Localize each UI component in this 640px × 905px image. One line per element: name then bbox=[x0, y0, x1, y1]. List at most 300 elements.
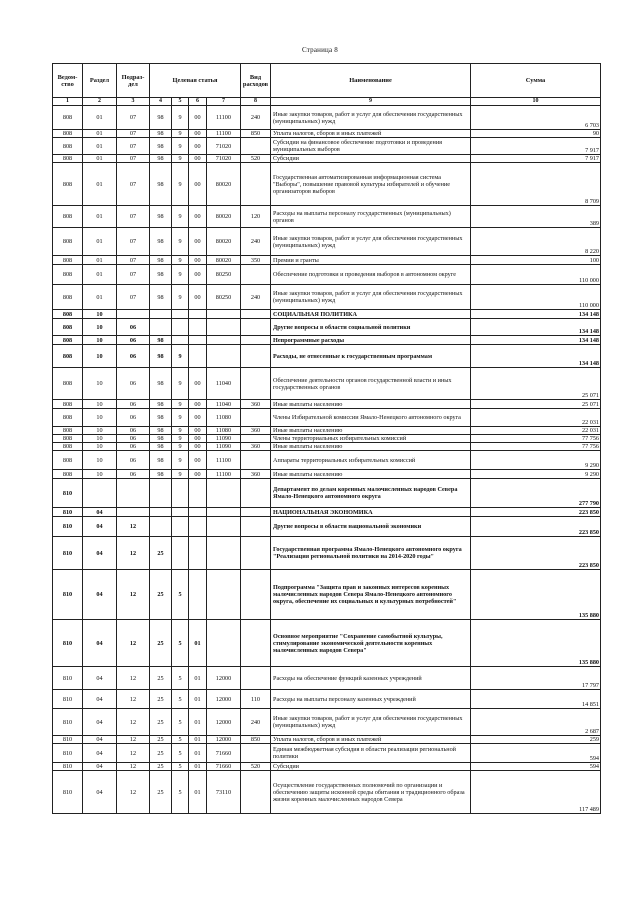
item-sum: 77 756 bbox=[471, 443, 601, 451]
section-code: 04 bbox=[83, 744, 117, 763]
subsection-code: 07 bbox=[117, 155, 150, 163]
program-code: 98 bbox=[150, 265, 172, 285]
subprogram-code: 9 bbox=[172, 256, 189, 265]
item-sum: 8 709 bbox=[471, 163, 601, 206]
section-code: 01 bbox=[83, 265, 117, 285]
subprogram-code: 9 bbox=[172, 265, 189, 285]
department-code: 810 bbox=[53, 570, 83, 620]
event-code bbox=[189, 319, 207, 336]
column-index: 8 bbox=[241, 98, 271, 106]
direction-code: 71660 bbox=[207, 744, 241, 763]
item-name: Иные выплаты населению bbox=[271, 443, 471, 451]
event-code: 01 bbox=[189, 690, 207, 709]
page-label: Страница 8 bbox=[302, 46, 338, 54]
table-row bbox=[53, 771, 601, 814]
section-code: 10 bbox=[83, 319, 117, 336]
item-name: Государственная программа Ямало-Ненецкого автономного округа "Реализация региональной политики на 2014-2020 годы" bbox=[271, 537, 471, 570]
direction-code: 80020 bbox=[207, 163, 241, 206]
subsection-code: 06 bbox=[117, 345, 150, 368]
table-row bbox=[53, 368, 601, 400]
event-code: 01 bbox=[189, 763, 207, 771]
direction-code bbox=[207, 479, 241, 508]
subsection-code bbox=[117, 479, 150, 508]
subprogram-code: 5 bbox=[172, 620, 189, 667]
section-code: 04 bbox=[83, 763, 117, 771]
item-name: НАЦИОНАЛЬНАЯ ЭКОНОМИКА bbox=[271, 508, 471, 517]
direction-code: 11090 bbox=[207, 443, 241, 451]
subprogram-code: 9 bbox=[172, 285, 189, 310]
item-sum: 277 790 bbox=[471, 479, 601, 508]
table-body bbox=[53, 106, 601, 814]
direction-code: 73110 bbox=[207, 771, 241, 814]
item-name: Члены Избирательной комиссии Ямало-Ненецкого автономного округа bbox=[271, 409, 471, 427]
column-index: 1 bbox=[53, 98, 83, 106]
item-sum: 2 687 bbox=[471, 709, 601, 736]
subsection-code: 06 bbox=[117, 435, 150, 443]
program-code: 25 bbox=[150, 667, 172, 690]
direction-code: 11100 bbox=[207, 106, 241, 130]
item-sum: 22 031 bbox=[471, 409, 601, 427]
expense-type-code bbox=[241, 138, 271, 155]
header-sum: Сумма bbox=[471, 64, 601, 98]
section-code: 10 bbox=[83, 310, 117, 319]
item-sum: 9 290 bbox=[471, 470, 601, 479]
item-name: Иные закупки товаров, работ и услуг для обеспечения государственных (муниципальных) нужд bbox=[271, 285, 471, 310]
table-row bbox=[53, 256, 601, 265]
table-row bbox=[53, 228, 601, 256]
expense-type-code bbox=[241, 310, 271, 319]
program-code: 98 bbox=[150, 443, 172, 451]
direction-code: 11080 bbox=[207, 427, 241, 435]
event-code: 01 bbox=[189, 771, 207, 814]
item-sum: 17 797 bbox=[471, 667, 601, 690]
subsection-code: 06 bbox=[117, 409, 150, 427]
program-code: 98 bbox=[150, 256, 172, 265]
subprogram-code: 9 bbox=[172, 409, 189, 427]
department-code: 808 bbox=[53, 443, 83, 451]
program-code: 25 bbox=[150, 620, 172, 667]
subsection-code: 06 bbox=[117, 443, 150, 451]
subsection-code: 07 bbox=[117, 138, 150, 155]
direction-code: 11080 bbox=[207, 409, 241, 427]
direction-code: 11100 bbox=[207, 470, 241, 479]
item-name: Расходы, не отнесенные к государственным программам bbox=[271, 345, 471, 368]
item-name: Уплата налогов, сборов и иных платежей bbox=[271, 736, 471, 744]
program-code: 98 bbox=[150, 400, 172, 409]
subsection-code: 12 bbox=[117, 667, 150, 690]
item-sum: 100 bbox=[471, 256, 601, 265]
table-row bbox=[53, 667, 601, 690]
expense-type-code bbox=[241, 517, 271, 537]
item-name: Иные выплаты населению bbox=[271, 400, 471, 409]
item-name: Обеспечение подготовки и проведения выборов в автономном округе bbox=[271, 265, 471, 285]
department-code: 808 bbox=[53, 470, 83, 479]
section-code: 04 bbox=[83, 620, 117, 667]
subsection-code: 06 bbox=[117, 319, 150, 336]
program-code: 98 bbox=[150, 336, 172, 345]
item-name: Расходы на обеспечение функций казенных учреждений bbox=[271, 667, 471, 690]
expense-type-code bbox=[241, 508, 271, 517]
item-sum: 77 756 bbox=[471, 435, 601, 443]
direction-code: 12000 bbox=[207, 736, 241, 744]
expense-type-code: 240 bbox=[241, 285, 271, 310]
subprogram-code bbox=[172, 537, 189, 570]
direction-code: 80020 bbox=[207, 206, 241, 228]
department-code: 810 bbox=[53, 620, 83, 667]
department-code: 810 bbox=[53, 508, 83, 517]
program-code: 25 bbox=[150, 537, 172, 570]
program-code: 25 bbox=[150, 709, 172, 736]
expense-type-code: 360 bbox=[241, 470, 271, 479]
department-code: 808 bbox=[53, 265, 83, 285]
item-name: Другие вопросы в области национальной экономики bbox=[271, 517, 471, 537]
department-code: 810 bbox=[53, 479, 83, 508]
subsection-code: 12 bbox=[117, 744, 150, 763]
direction-code bbox=[207, 508, 241, 517]
section-code: 01 bbox=[83, 228, 117, 256]
department-code: 808 bbox=[53, 345, 83, 368]
item-sum: 594 bbox=[471, 744, 601, 763]
department-code: 808 bbox=[53, 319, 83, 336]
expense-type-code bbox=[241, 345, 271, 368]
section-code: 04 bbox=[83, 667, 117, 690]
subsection-code: 12 bbox=[117, 517, 150, 537]
table-row bbox=[53, 336, 601, 345]
event-code: 00 bbox=[189, 451, 207, 470]
expense-type-code: 240 bbox=[241, 228, 271, 256]
program-code: 25 bbox=[150, 763, 172, 771]
table-row bbox=[53, 736, 601, 744]
item-name: Субсидии bbox=[271, 763, 471, 771]
department-code: 810 bbox=[53, 709, 83, 736]
event-code: 00 bbox=[189, 163, 207, 206]
table-row bbox=[53, 763, 601, 771]
program-code: 98 bbox=[150, 368, 172, 400]
direction-code: 71020 bbox=[207, 155, 241, 163]
section-code: 01 bbox=[83, 138, 117, 155]
subprogram-code: 5 bbox=[172, 736, 189, 744]
direction-code: 12000 bbox=[207, 709, 241, 736]
expense-type-code bbox=[241, 537, 271, 570]
event-code: 00 bbox=[189, 400, 207, 409]
section-code: 01 bbox=[83, 155, 117, 163]
budget-table bbox=[52, 63, 601, 814]
item-name: Иные закупки товаров, работ и услуг для обеспечения государственных (муниципальных) нужд bbox=[271, 709, 471, 736]
expense-type-code bbox=[241, 336, 271, 345]
table-row bbox=[53, 435, 601, 443]
subsection-code: 12 bbox=[117, 763, 150, 771]
table-row bbox=[53, 744, 601, 763]
table-row bbox=[53, 310, 601, 319]
event-code: 01 bbox=[189, 709, 207, 736]
direction-code bbox=[207, 336, 241, 345]
department-code: 808 bbox=[53, 106, 83, 130]
item-sum: 9 290 bbox=[471, 451, 601, 470]
subprogram-code: 5 bbox=[172, 771, 189, 814]
program-code: 98 bbox=[150, 435, 172, 443]
event-code: 00 bbox=[189, 443, 207, 451]
header-department: Ведом-ство bbox=[53, 64, 83, 98]
program-code bbox=[150, 517, 172, 537]
section-code: 01 bbox=[83, 206, 117, 228]
direction-code: 80020 bbox=[207, 256, 241, 265]
expense-type-code bbox=[241, 163, 271, 206]
event-code: 00 bbox=[189, 427, 207, 435]
item-name: Другие вопросы в области социальной политики bbox=[271, 319, 471, 336]
event-code: 00 bbox=[189, 130, 207, 138]
subsection-code: 07 bbox=[117, 265, 150, 285]
section-code: 04 bbox=[83, 570, 117, 620]
subsection-code: 07 bbox=[117, 106, 150, 130]
table-row bbox=[53, 130, 601, 138]
event-code: 01 bbox=[189, 667, 207, 690]
direction-code bbox=[207, 310, 241, 319]
subprogram-code: 9 bbox=[172, 155, 189, 163]
direction-code: 12000 bbox=[207, 690, 241, 709]
table-row bbox=[53, 409, 601, 427]
department-code: 808 bbox=[53, 130, 83, 138]
event-code: 00 bbox=[189, 470, 207, 479]
event-code: 00 bbox=[189, 368, 207, 400]
subsection-code: 06 bbox=[117, 470, 150, 479]
header-expense-type: Вид расходов bbox=[241, 64, 271, 98]
subprogram-code: 9 bbox=[172, 435, 189, 443]
subprogram-code bbox=[172, 319, 189, 336]
program-code bbox=[150, 479, 172, 508]
direction-code bbox=[207, 517, 241, 537]
item-sum: 223 850 bbox=[471, 517, 601, 537]
direction-code bbox=[207, 319, 241, 336]
item-name: Расходы на выплаты персоналу государственных (муниципальных) органов bbox=[271, 206, 471, 228]
subsection-code: 06 bbox=[117, 336, 150, 345]
table-row bbox=[53, 427, 601, 435]
department-code: 808 bbox=[53, 400, 83, 409]
item-sum: 135 880 bbox=[471, 570, 601, 620]
table-row bbox=[53, 620, 601, 667]
subsection-code: 06 bbox=[117, 400, 150, 409]
item-sum: 90 bbox=[471, 130, 601, 138]
section-code: 10 bbox=[83, 345, 117, 368]
program-code: 98 bbox=[150, 155, 172, 163]
direction-code bbox=[207, 345, 241, 368]
subsection-code: 06 bbox=[117, 451, 150, 470]
subprogram-code: 9 bbox=[172, 427, 189, 435]
item-sum: 25 071 bbox=[471, 368, 601, 400]
table-row bbox=[53, 508, 601, 517]
subsection-code: 12 bbox=[117, 736, 150, 744]
item-sum: 134 148 bbox=[471, 319, 601, 336]
department-code: 810 bbox=[53, 537, 83, 570]
subsection-code: 12 bbox=[117, 690, 150, 709]
item-name: Члены территориальных избирательных комиссий bbox=[271, 435, 471, 443]
table-row bbox=[53, 517, 601, 537]
table-row bbox=[53, 400, 601, 409]
event-code bbox=[189, 345, 207, 368]
section-code: 10 bbox=[83, 336, 117, 345]
table-row bbox=[53, 345, 601, 368]
event-code bbox=[189, 310, 207, 319]
section-code bbox=[83, 479, 117, 508]
section-code: 01 bbox=[83, 106, 117, 130]
event-code: 00 bbox=[189, 155, 207, 163]
program-code: 25 bbox=[150, 771, 172, 814]
department-code: 808 bbox=[53, 336, 83, 345]
item-sum: 389 bbox=[471, 206, 601, 228]
item-name: Премии и гранты bbox=[271, 256, 471, 265]
section-code: 04 bbox=[83, 508, 117, 517]
department-code: 810 bbox=[53, 771, 83, 814]
subprogram-code: 5 bbox=[172, 709, 189, 736]
event-code: 00 bbox=[189, 256, 207, 265]
item-sum: 22 031 bbox=[471, 427, 601, 435]
expense-type-code: 240 bbox=[241, 106, 271, 130]
section-code: 04 bbox=[83, 736, 117, 744]
program-code: 25 bbox=[150, 744, 172, 763]
item-sum: 7 917 bbox=[471, 155, 601, 163]
subsection-code: 12 bbox=[117, 709, 150, 736]
subprogram-code: 9 bbox=[172, 130, 189, 138]
column-index: 6 bbox=[189, 98, 207, 106]
item-sum: 134 148 bbox=[471, 310, 601, 319]
item-sum: 117 489 bbox=[471, 771, 601, 814]
program-code: 98 bbox=[150, 345, 172, 368]
item-name: Уплата налогов, сборов и иных платежей bbox=[271, 130, 471, 138]
subsection-code: 07 bbox=[117, 206, 150, 228]
department-code: 808 bbox=[53, 368, 83, 400]
subprogram-code: 9 bbox=[172, 138, 189, 155]
expense-type-code bbox=[241, 771, 271, 814]
event-code bbox=[189, 517, 207, 537]
subprogram-code: 9 bbox=[172, 106, 189, 130]
item-sum: 134 148 bbox=[471, 336, 601, 345]
table-row bbox=[53, 319, 601, 336]
section-code: 01 bbox=[83, 256, 117, 265]
expense-type-code: 120 bbox=[241, 206, 271, 228]
table-row bbox=[53, 709, 601, 736]
subsection-code bbox=[117, 508, 150, 517]
subsection-code: 07 bbox=[117, 163, 150, 206]
program-code: 98 bbox=[150, 470, 172, 479]
table-row bbox=[53, 106, 601, 130]
section-code: 04 bbox=[83, 537, 117, 570]
section-code: 10 bbox=[83, 427, 117, 435]
item-sum: 7 917 bbox=[471, 138, 601, 155]
section-code: 10 bbox=[83, 451, 117, 470]
department-code: 808 bbox=[53, 409, 83, 427]
program-code: 98 bbox=[150, 106, 172, 130]
direction-code: 11100 bbox=[207, 451, 241, 470]
direction-code: 80250 bbox=[207, 265, 241, 285]
event-code: 00 bbox=[189, 138, 207, 155]
program-code: 25 bbox=[150, 736, 172, 744]
item-name: Департамент по делам коренных малочисленных народов Севера Ямало-Ненецкого автономного округа bbox=[271, 479, 471, 508]
direction-code: 11040 bbox=[207, 368, 241, 400]
item-name: Расходы на выплаты персоналу казенных учреждений bbox=[271, 690, 471, 709]
item-sum: 14 851 bbox=[471, 690, 601, 709]
department-code: 808 bbox=[53, 427, 83, 435]
program-code: 98 bbox=[150, 206, 172, 228]
event-code: 00 bbox=[189, 106, 207, 130]
expense-type-code: 850 bbox=[241, 130, 271, 138]
direction-code bbox=[207, 620, 241, 667]
column-index: 7 bbox=[207, 98, 241, 106]
item-name: Иные закупки товаров, работ и услуг для обеспечения государственных (муниципальных) нужд bbox=[271, 106, 471, 130]
program-code bbox=[150, 310, 172, 319]
subsection-code: 07 bbox=[117, 285, 150, 310]
item-sum: 8 220 bbox=[471, 228, 601, 256]
department-code: 810 bbox=[53, 763, 83, 771]
event-code: 00 bbox=[189, 206, 207, 228]
column-index: 5 bbox=[172, 98, 189, 106]
department-code: 808 bbox=[53, 256, 83, 265]
expense-type-code bbox=[241, 620, 271, 667]
item-name: Субсидии bbox=[271, 155, 471, 163]
subprogram-code bbox=[172, 517, 189, 537]
item-name: СОЦИАЛЬНАЯ ПОЛИТИКА bbox=[271, 310, 471, 319]
event-code: 00 bbox=[189, 435, 207, 443]
direction-code: 11100 bbox=[207, 130, 241, 138]
item-sum: 594 bbox=[471, 763, 601, 771]
item-sum: 110 000 bbox=[471, 265, 601, 285]
table-row bbox=[53, 285, 601, 310]
subsection-code: 07 bbox=[117, 130, 150, 138]
header-section: Раздел bbox=[83, 64, 117, 98]
event-code bbox=[189, 537, 207, 570]
table-row bbox=[53, 479, 601, 508]
event-code bbox=[189, 508, 207, 517]
section-code: 01 bbox=[83, 130, 117, 138]
department-code: 810 bbox=[53, 736, 83, 744]
column-index: 4 bbox=[150, 98, 172, 106]
item-name: Иные закупки товаров, работ и услуг для обеспечения государственных (муниципальных) нужд bbox=[271, 228, 471, 256]
item-name: Иные выплаты населению bbox=[271, 470, 471, 479]
direction-code bbox=[207, 570, 241, 620]
item-sum: 6 703 bbox=[471, 106, 601, 130]
item-name: Государственная автоматизированная информационная система "Выборы", повышение правовой культуры избирателей и обучение организаторов выборов bbox=[271, 163, 471, 206]
section-code: 10 bbox=[83, 435, 117, 443]
item-name: Единая межбюджетная субсидия в области реализации региональной политики bbox=[271, 744, 471, 763]
section-code: 01 bbox=[83, 163, 117, 206]
item-sum: 134 148 bbox=[471, 345, 601, 368]
section-code: 10 bbox=[83, 409, 117, 427]
header-target-article: Целевая статья bbox=[150, 64, 241, 98]
expense-type-code bbox=[241, 409, 271, 427]
direction-code: 80020 bbox=[207, 228, 241, 256]
item-sum: 259 bbox=[471, 736, 601, 744]
subprogram-code: 5 bbox=[172, 690, 189, 709]
section-code: 01 bbox=[83, 285, 117, 310]
section-code: 10 bbox=[83, 470, 117, 479]
expense-type-code bbox=[241, 451, 271, 470]
department-code: 808 bbox=[53, 228, 83, 256]
event-code bbox=[189, 479, 207, 508]
subsection-code: 12 bbox=[117, 537, 150, 570]
program-code: 98 bbox=[150, 285, 172, 310]
subprogram-code: 5 bbox=[172, 667, 189, 690]
item-name: Осуществление государственных полномочий по организации и обеспечению защиты исконной среды обитания и традиционного образа жизни коренных малочисленных народов Севера bbox=[271, 771, 471, 814]
event-code bbox=[189, 336, 207, 345]
item-sum: 223 850 bbox=[471, 537, 601, 570]
column-index: 10 bbox=[471, 98, 601, 106]
event-code: 01 bbox=[189, 620, 207, 667]
direction-code: 80250 bbox=[207, 285, 241, 310]
program-code: 98 bbox=[150, 228, 172, 256]
direction-code: 71020 bbox=[207, 138, 241, 155]
item-name: Основное мероприятие "Сохранение самобытной культуры, стимулирование экономической деятельности коренных малочисленных народов Севера" bbox=[271, 620, 471, 667]
expense-type-code bbox=[241, 368, 271, 400]
expense-type-code: 360 bbox=[241, 427, 271, 435]
department-code: 808 bbox=[53, 310, 83, 319]
